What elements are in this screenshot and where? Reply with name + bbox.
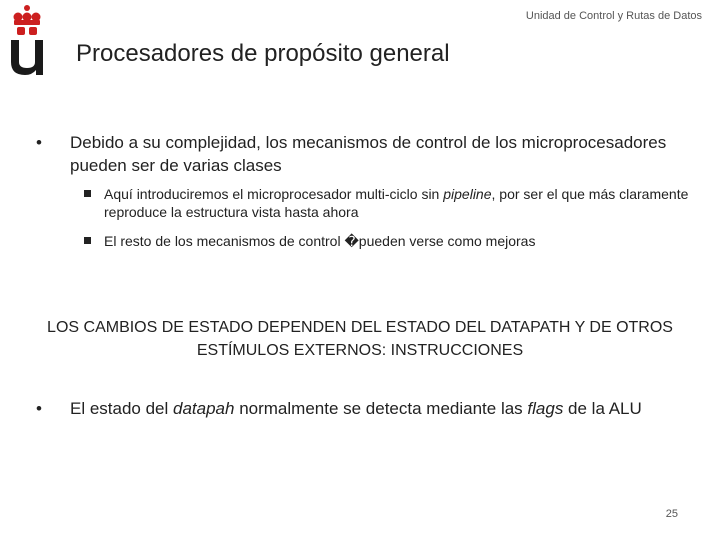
subbullet-text: El resto de los mecanismos de control �pueden verse como mejoras [104, 233, 536, 249]
bullet-item [36, 397, 676, 420]
subbullet-item [84, 185, 694, 221]
bullet-text: El estado del datapah normalmente se detecta mediante las flags de la ALU [70, 399, 642, 418]
square-bullet-icon [84, 190, 91, 197]
bullet-dot: • [36, 399, 42, 418]
section-header: Unidad de Control y Rutas de Datos [525, 10, 702, 22]
square-bullet-icon [84, 237, 91, 244]
bullet-dot: • [36, 133, 42, 152]
university-logo [8, 4, 46, 76]
bullet-text: Debido a su complejidad, los mecanismos de control de los microprocesadores pueden ser de varias clases [70, 133, 667, 175]
bullet-item [36, 131, 676, 177]
subbullet-item [84, 232, 694, 250]
page-number: 25 [665, 508, 678, 520]
slide-title: Procesadores de propósito general [76, 40, 450, 67]
subbullet-text: Aquí introduciremos el microprocesador multi-ciclo sin pipeline, por ser el que más claramente reproduce la estructura vista hasta ahora [104, 186, 689, 220]
center-note: LOS CAMBIOS DE ESTADO DEPENDEN DEL ESTADO DEL DATAPATH Y DE OTROS ESTÍMULOS EXTERNOS: INSTRUCCIONES [47, 319, 673, 359]
